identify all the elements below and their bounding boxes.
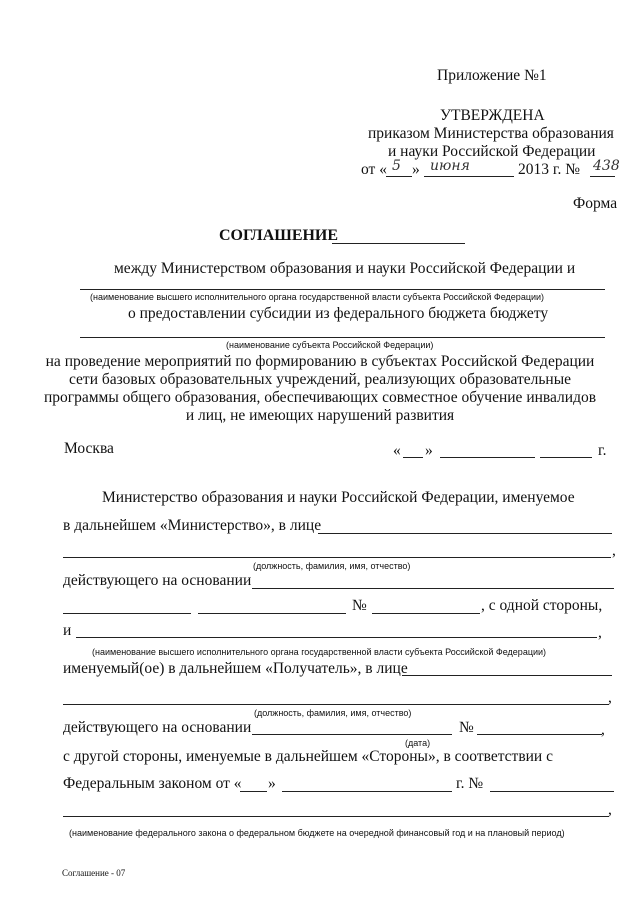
order-date-close-quote: »: [412, 161, 420, 178]
caption-position: (должность, фамилия, имя, отчество): [253, 561, 411, 571]
purpose-line-1: на проведение мероприятий по формированию в субъектах Российской Федерации: [45, 353, 595, 370]
order-number-line: [590, 176, 615, 177]
order-month-line: [424, 176, 514, 177]
ministry-position-line[interactable]: [63, 557, 611, 558]
order-day-handwritten: 5: [392, 158, 401, 174]
order-day-line: [386, 176, 412, 177]
subsidy-line: о предоставлении субсидии из федерального бюджета бюджету: [128, 305, 549, 322]
ministry-line-1: Министерство образования и науки Российской Федерации, именуемое: [102, 489, 575, 506]
basis-line-a[interactable]: [63, 613, 191, 614]
caption-position-2: (должность, фамилия, имя, отчество): [254, 708, 412, 718]
footer-code: Соглашение - 07: [62, 868, 126, 878]
ministry-line-2: в дальнейшем «Министерство», в лице: [63, 517, 322, 534]
comma-3: ,: [608, 689, 612, 706]
recipient-position-line[interactable]: [63, 704, 609, 705]
basis-line-b[interactable]: [198, 613, 346, 614]
date-day-line[interactable]: [403, 457, 423, 458]
caption-subject-authority: (наименование высшего исполнительного органа государственной власти субъекта Российской Федерации): [90, 292, 545, 302]
number-sign: №: [352, 597, 367, 614]
order-year-label: 2013 г. №: [518, 161, 581, 178]
purpose-line-4: и лиц, не имеющих нарушений развития: [185, 407, 455, 424]
subject-name-line[interactable]: [80, 337, 605, 338]
purpose-line-3: программы общего образования, обеспечивающих совместное обучение инвалидов: [43, 389, 597, 406]
law-month-line[interactable]: [282, 791, 452, 792]
acting-basis-label: действующего на основании: [63, 572, 252, 589]
agreement-number-line[interactable]: [332, 243, 465, 244]
order-line-1: приказом Министерства образования: [368, 125, 614, 142]
caption-authority: (наименование высшего исполнительного органа государственной власти субъекта Российской Федерации): [92, 647, 547, 657]
recipient-label: именуемый(ое) в дальнейшем «Получатель», в лице: [63, 660, 408, 677]
number-sign-2: №: [459, 719, 474, 736]
federal-law-label: Федеральным законом от «: [63, 775, 242, 792]
federal-close-quote: »: [268, 775, 276, 792]
order-date-prefix: от «: [361, 161, 387, 178]
purpose-line-2: сети базовых образовательных учреждений, реализующих образовательные: [68, 371, 572, 388]
law-name-line[interactable]: [63, 816, 609, 817]
city-label: Москва: [64, 440, 114, 457]
date-month-line[interactable]: [440, 457, 535, 458]
order-month-handwritten: июня: [430, 158, 470, 174]
form-label: Форма: [573, 195, 618, 212]
basis-number-line[interactable]: [372, 613, 480, 614]
recipient-representative-line[interactable]: [402, 675, 612, 676]
comma-1: ,: [612, 542, 616, 559]
authority-name-line[interactable]: [76, 637, 597, 638]
approved-label: УТВЕРЖДЕНА: [440, 107, 545, 124]
order-line-2: и науки Российской Федерации: [388, 143, 596, 160]
subject-authority-line[interactable]: [80, 289, 605, 290]
law-day-line[interactable]: [240, 791, 267, 792]
caption-subject: (наименование субъекта Российской Федерации): [226, 340, 434, 350]
law-number-line[interactable]: [490, 791, 614, 792]
order-number-handwritten: 438: [593, 158, 620, 174]
caption-law: (наименование федерального закона о федеральном бюджете на очередной финансовый год и на плановый период): [69, 828, 565, 838]
recipient-basis-line[interactable]: [252, 734, 452, 735]
ministry-representative-line[interactable]: [318, 533, 612, 534]
one-side-label: , с одной стороны,: [481, 597, 603, 614]
year-number-label: г. №: [456, 775, 484, 792]
comma-4: ,: [601, 721, 605, 738]
other-side-label: с другой стороны, именуемые в дальнейшем «Стороны», в соответствии с: [63, 748, 553, 765]
between-line: между Министерством образования и науки Российской Федерации и: [114, 260, 576, 277]
comma-5: ,: [608, 801, 612, 818]
agreement-title: СОГЛАШЕНИЕ: [219, 227, 339, 244]
date-open-quote: «: [393, 442, 401, 459]
date-year-line[interactable]: [540, 457, 592, 458]
comma-2: ,: [598, 624, 602, 641]
date-close-quote: »: [425, 442, 433, 459]
acting-basis-label-2: действующего на основании: [63, 719, 252, 736]
and-label: и: [63, 622, 72, 639]
caption-date: (дата): [405, 738, 431, 748]
year-suffix: г.: [598, 442, 607, 459]
recipient-basis-number-line[interactable]: [477, 734, 602, 735]
appendix-label: Приложение №1: [437, 67, 547, 84]
basis-document-line[interactable]: [252, 588, 614, 589]
